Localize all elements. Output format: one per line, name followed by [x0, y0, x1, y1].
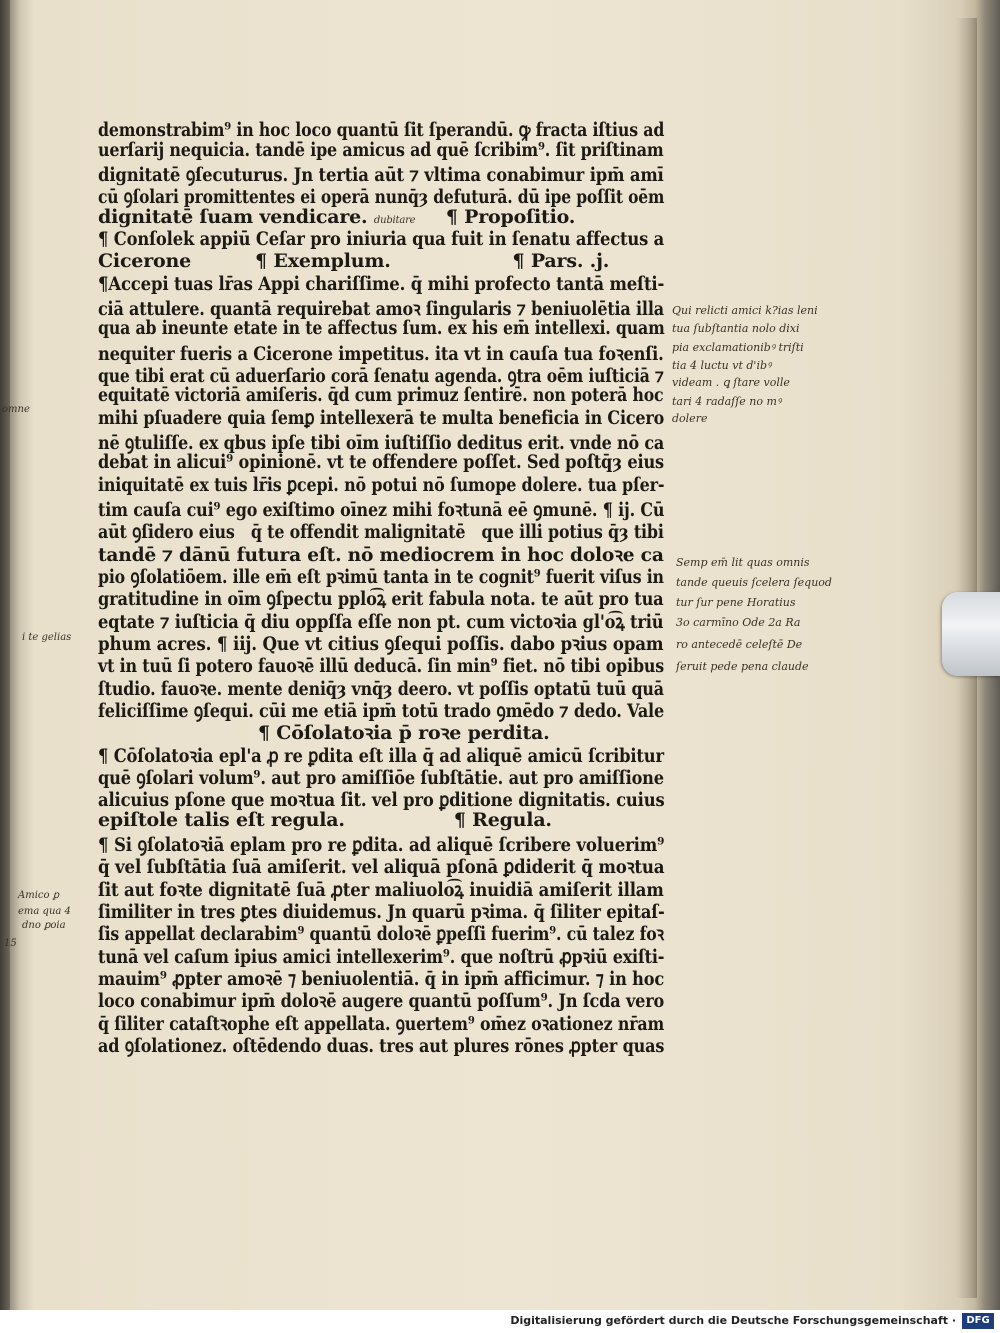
text-line: qua ab ineunte etate in te affectus ſum. ex his em̄ intellexi. quam — [98, 317, 665, 339]
text-line: mauim⁹ ꝓpter amoꝛē ⁊ beniuolentiā. q̄ in ipm̄ afficimur. ⁊ in hoc — [98, 968, 665, 990]
marginal-note: i te gelias — [22, 632, 72, 643]
marginal-note: omne — [2, 404, 30, 415]
text-line: phum acres. ¶ iij. Que vt citius ꝯſequi poſſis. dabo pꝛius opam — [98, 633, 664, 655]
text-line: ſtudio. fauoꝛe. mente deniq̄ȝ vnq̄ȝ deero. vt poſſis optatū tuū quā — [98, 678, 664, 700]
text-line: q̄ vel ſubſtātia ſuā amiſerit. vel aliquā pſonā ꝑdiderit q̄ moꝛtua — [98, 856, 665, 878]
marginal-note: tia 4 luctu vt d'ibꝰ — [672, 359, 772, 372]
text-line: uerſarij nequicia. tandē ipe amicus ad quē ſcribim⁹. ſit priſtinam — [98, 139, 664, 161]
text-line: alicuius pſone que moꝛtua ſit. vel pro ꝑditione dignitatis. cuius — [98, 789, 665, 811]
marginal-note: Qui relicti amici k?ias leni — [672, 304, 818, 317]
section-heading: ¶ Propoſitio. — [445, 206, 576, 228]
section-heading: ¶ Cōſolatoꝛia p̄ roꝛe perdita. — [258, 722, 550, 744]
marginal-note: ſeruit pede pena claude — [676, 660, 809, 673]
text-line: nequiter fueris a Cicerone impetitus. ita vt in cauſa tua foꝛenſi. — [98, 343, 664, 365]
text-line: quē ꝯſolari volum⁹. aut pro amiſſiōe ſubſtātie. aut pro amiſſione — [98, 767, 664, 789]
text-line: pio ꝯſolatiōem. ille em̄ eſt pꝛimū tanta in te cognit⁹ fuerit viſus in — [98, 566, 664, 588]
text-line: feliciſſime ꝯſequi. cūi me etiā ipm̄ totū trado ꝯmēdo ⁊ dedo. Vale — [98, 700, 665, 722]
text-line: ¶ Si ꝯſolatoꝛiā eplam pro re ꝑdita. ad aliquē ſcribere voluerim⁹ — [98, 834, 665, 856]
text-line: dignitatē ꝯſecuturus. Jn tertia aūt ⁊ vltima conabimur ipm̄ amī — [98, 164, 664, 186]
funding-credit: Digitalisierung gefördert durch die Deutsche Forschungsgemeinschaft · — [510, 1314, 956, 1327]
footer-bar — [0, 1310, 1000, 1333]
handwritten-inline-note: dubitare — [373, 215, 416, 226]
text-line: ad ꝯſolationez. oſtēdendo duas. tres aut plures rōnes ꝓpter quas — [98, 1035, 665, 1057]
text-line: ſimiliter in tres ꝑtes diuidemus. Jn quarū pꝛima. q̄ ſiliter epitaſ- — [98, 901, 665, 923]
text-line: ſis appellat declarabim⁹ quantū doloꝛē ꝑpeſſi fuerim⁹. cū talez foꝛ — [98, 923, 664, 945]
text-line: gratitudine in oīm ꝯſpectu pplo͡ꝝ erit fabula nota. te aūt pro tua — [98, 588, 664, 610]
text-line: debat in alicui⁹ opinionē. vt te offendere poſſet. Sed poſtq̄ȝ eius — [98, 451, 664, 473]
text-line: Cicerone ¶ Exemplum. ¶ Pars. .j. — [98, 250, 610, 272]
marginal-note: Semp em̄ lit quas omnis — [676, 556, 810, 569]
dfg-logo: DFG — [962, 1313, 994, 1329]
text-line-body: dignitatē ſuam vendicare. — [98, 206, 368, 228]
marginal-note: Amico ꝑ — [18, 890, 60, 901]
marginal-note: tande queuis ſcelera ſequod — [676, 576, 832, 589]
marginal-note: dolere — [672, 412, 708, 425]
text-line: iniquitatē ex tuis lr̄is ꝑcepi. nō potui nō ſumope dolere. tua pſer- — [98, 474, 665, 496]
marginal-note: pia exclamationibꝰ triſti — [672, 341, 804, 354]
text-line: ¶ Cōſolatoꝛia epl'a ꝓ re ꝑdita eſt illa q̄ ad aliquē amicū ſcribitur — [98, 745, 664, 767]
text-line: eqtate ⁊ iuſticia q̄ diu oppſſa eſſe non pt. cum victoꝛia gl'o͡ꝝ triū — [98, 611, 664, 633]
marginal-note: tari 4 radaſſe no mꝰ — [672, 395, 782, 408]
binding-fold — [0, 0, 10, 1310]
text-line: demonstrabim⁹ in hoc loco quantū ſit ſperandū. ꝙ fracta iſtius ad — [98, 119, 665, 141]
paper-clip — [942, 592, 1000, 676]
marginal-note: 15 — [4, 938, 17, 949]
text-line: aūt ꝯſidero eius q̄ te offendit malignitatē que illi potius q̄ȝ tibi — [98, 521, 664, 543]
marginal-note: dno ꝑoia — [22, 920, 66, 931]
text-line: nē ꝯtuliſſe. ex qbus ipſe tibi oīm iuſtiſſio deditus erit. vnde nō ca — [98, 432, 665, 454]
text-line: ¶ Conſolek appiū Ceſar pro iniuria qua fuit in ſenatu affectus a — [98, 228, 665, 250]
text-line: ſit aut foꝛte dignitatē ſuā ꝓter maliuolo͡ꝝ inuidiā amiſerit illam — [98, 879, 664, 901]
text-line: ¶Accepi tuas lr̄as Appi chariſſime. q̄ mihi profecto tantā meſti- — [98, 273, 665, 295]
text-line: vt in tuū ſi potero fauoꝛē illū deducā. ſin min⁹ fiet. nō tibi opibus — [98, 655, 665, 677]
text-line: tim cauſa cui⁹ ego exiſtimo oīnez mihi foꝛtunā eē ꝯmunē. ¶ ij. Cū — [98, 499, 665, 521]
marginal-note: tur ſur pene Horatius — [676, 596, 796, 609]
marginal-note: tua ſubſtantia nolo dixi — [672, 322, 800, 335]
text-line: loco conabimur ipm̄ doloꝛē augere quantū poſſum⁹. Jn ſcda vero — [98, 990, 665, 1012]
marginal-note: ema qua 4 — [18, 906, 71, 917]
text-line: ciā attulere. quantā requirebat amoꝛ ſingularis ⁊ beniuolētia illa — [98, 298, 664, 320]
text-line: tunā vel caſum ipius amici intellexerim⁹. que noſtrū ꝓpꝛiū exiſti- — [98, 946, 665, 968]
text-line — [98, 206, 575, 228]
text-line: mihi pſuadere quia ſemꝑ intellexerā te multa beneficia in Cicero — [98, 407, 665, 429]
text-line: equitatē victoriā amiſeris. q̄d cum primuz ſentirē. non poterā hoc — [98, 384, 664, 406]
text-line: q̄ ſiliter cataſtꝛophe eſt appellata. ꝯuertem⁹ om̄ez oꝛationez nr̄am — [98, 1013, 665, 1035]
text-line: tandē ⁊ dānū futura eſt. nō mediocrem in hoc doloꝛe ca — [98, 544, 664, 566]
marginal-note: ro antecedē celeſtē De — [676, 638, 803, 651]
marginal-note: videam . ꝗ ſtare volle — [672, 376, 790, 389]
text-line: epiſtole talis eſt regula. ¶ Regula. — [98, 809, 552, 831]
marginal-note: 3o carmīno Ode 2a Ra — [676, 616, 801, 629]
text-line: cū ꝯſolari promittentes ei operā nunq̄ȝ defuturā. dū ipe poſſit oēm — [98, 186, 665, 208]
text-line: que tibi erat cū aduerſario corā ſenatu agenda. ꝯtra oēm iuſticiā ⁊ — [98, 365, 664, 387]
